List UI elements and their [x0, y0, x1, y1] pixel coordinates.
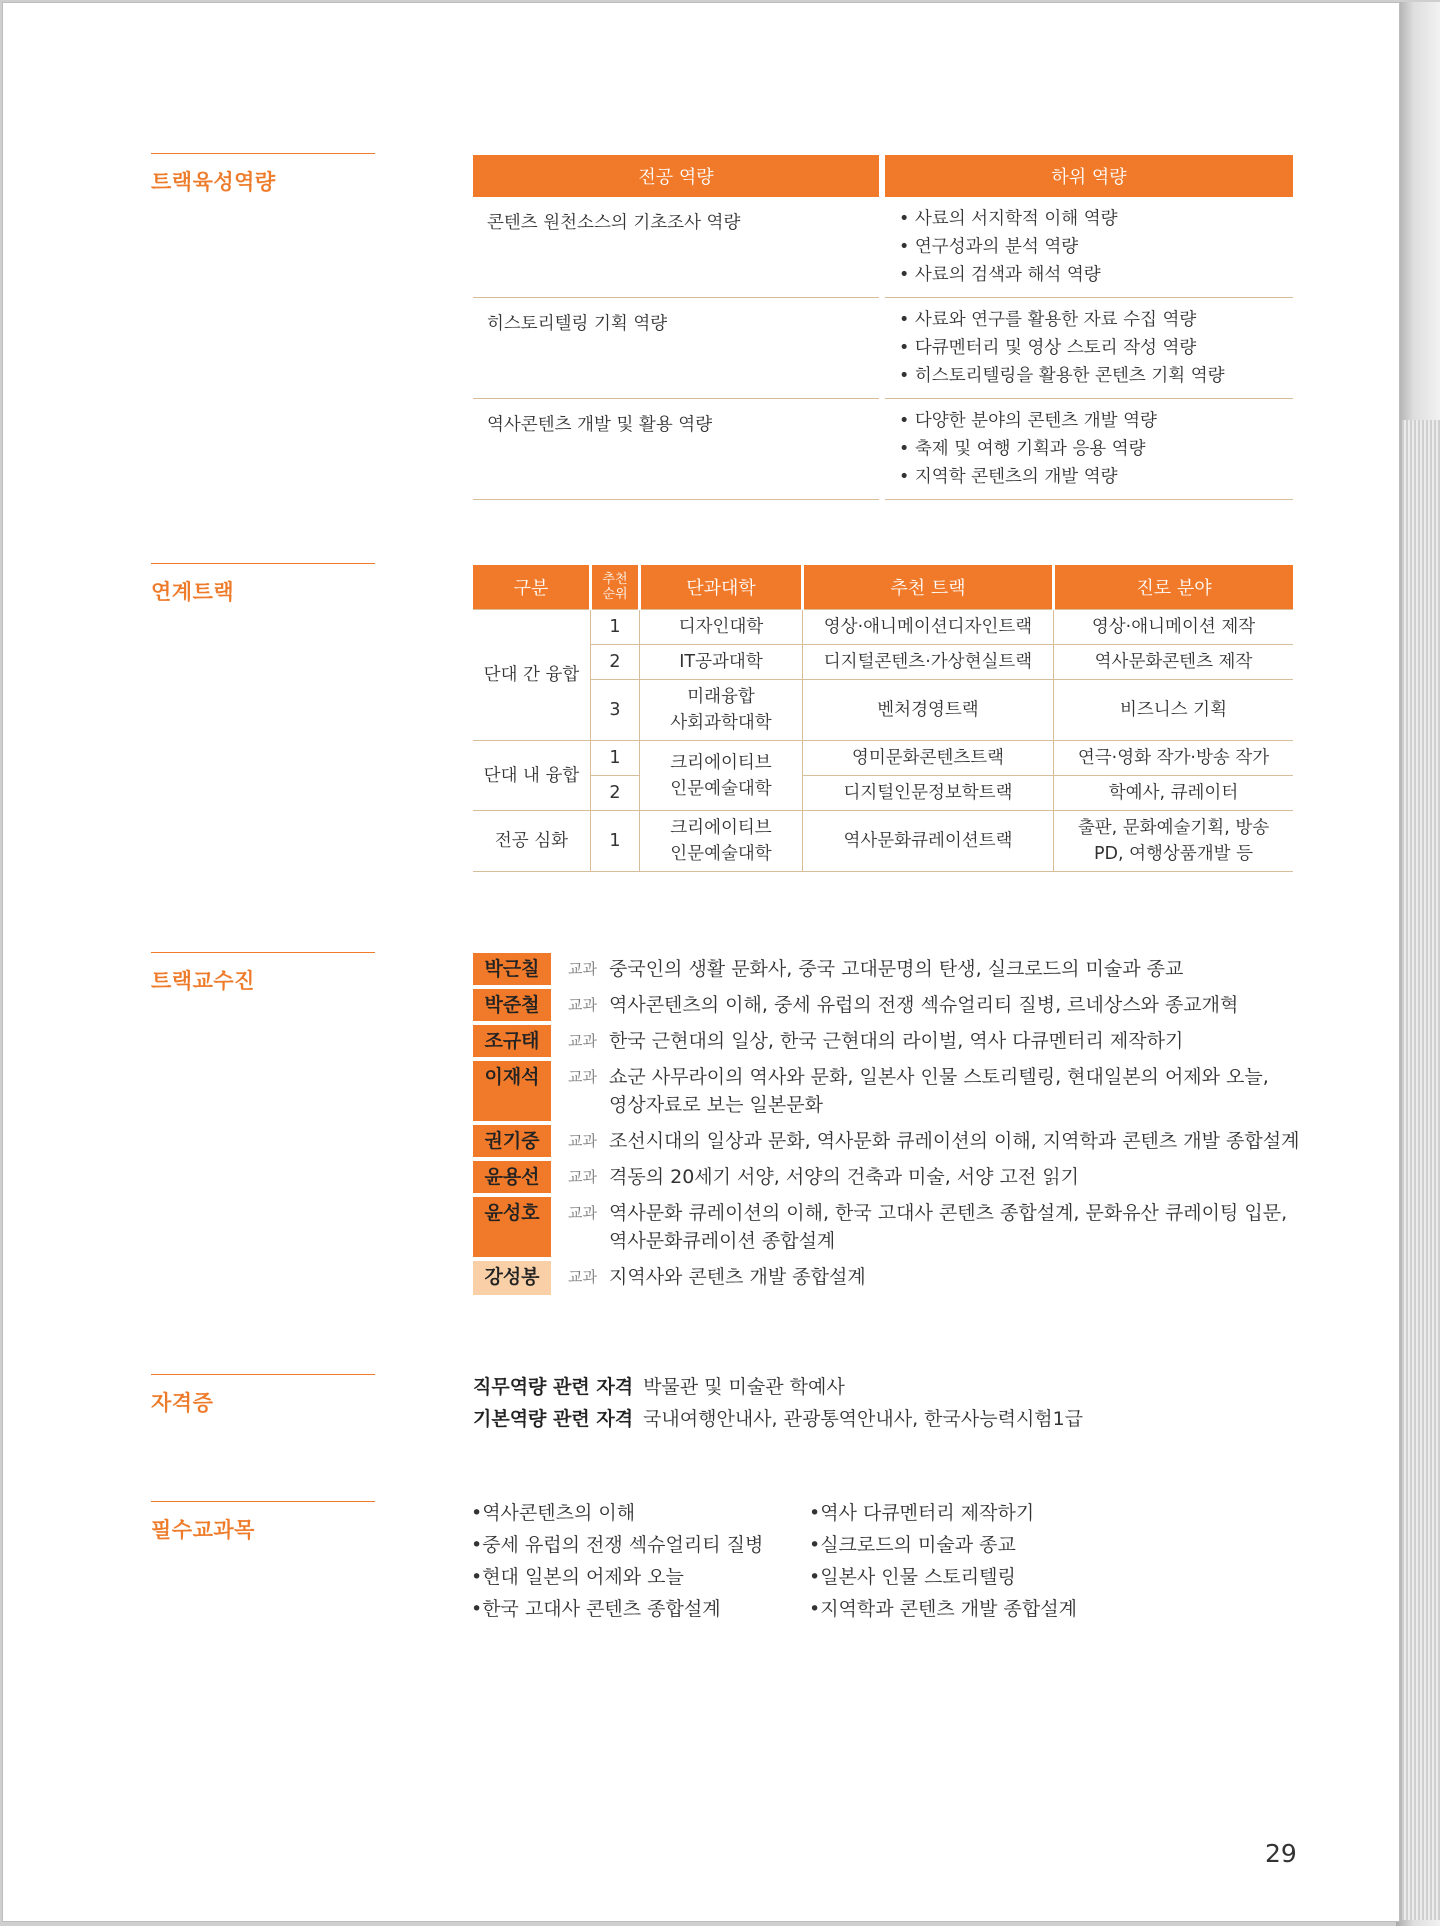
- rank-cell: 3: [591, 680, 640, 741]
- college-line: 사회과학대학: [670, 713, 772, 733]
- career-line: PD, 여행상품개발 등: [1093, 844, 1254, 864]
- header-sub-competency: 하위 역량: [885, 155, 1293, 197]
- professor-courses: 조선시대의 일상과 문화, 역사문화 큐레이션의 이해, 지역학과 콘텐츠 개발 종합설계: [609, 1130, 1300, 1152]
- college-cell: [640, 741, 803, 811]
- professor-name: 박근칠: [473, 953, 551, 985]
- page-number: 29: [1265, 1839, 1297, 1868]
- competency-row: [473, 399, 1293, 500]
- college-cell: IT공과대학: [640, 645, 803, 680]
- certificate-row: [473, 1371, 1083, 1403]
- track-row: [473, 776, 1293, 811]
- career-cell: 비즈니스 기획: [1054, 680, 1294, 741]
- rank-cell: 2: [591, 776, 640, 811]
- professor-name: 조규태: [473, 1025, 551, 1057]
- section-title-required-courses: 필수교과목: [151, 1501, 375, 1544]
- header-college: 단과대학: [640, 565, 803, 610]
- competency-table: [473, 155, 1293, 500]
- career-cell: 역사문화콘텐츠 제작: [1054, 645, 1294, 680]
- sub-competency-cell: [885, 298, 1293, 399]
- college-line: 크리에이티브: [670, 752, 772, 773]
- track-row: [473, 741, 1293, 776]
- professor-name: 윤성호: [473, 1197, 551, 1257]
- professor-courses: [609, 1197, 1287, 1255]
- major-competency-cell: 역사콘텐츠 개발 및 활용 역량: [473, 399, 879, 500]
- professor-name: 이재석: [473, 1061, 551, 1121]
- rank-cell: 2: [591, 645, 640, 680]
- track-row: [473, 645, 1293, 680]
- required-course-item: •현대 일본의 어제와 오늘: [471, 1566, 684, 1588]
- header-rank-line2: 순위: [602, 587, 628, 602]
- course-line: 역사문화 큐레이션의 이해, 한국 고대사 콘텐츠 종합설계, 문화유산 큐레이팅 입문,: [609, 1202, 1288, 1224]
- college-cell: [640, 811, 803, 872]
- faculty-item: [473, 1161, 1313, 1193]
- course-tag: 교과: [568, 1204, 597, 1222]
- rank-cell: 1: [591, 610, 640, 645]
- faculty-item: [473, 1061, 1313, 1121]
- certificate-value: 국내여행안내사, 관광통역안내사, 한국사능력시험1급: [643, 1408, 1084, 1430]
- sub-competency-item: • 연구성과의 분석 역량: [899, 233, 1279, 261]
- career-cell: 영상·애니메이션 제작: [1054, 610, 1294, 645]
- competency-row: [473, 298, 1293, 399]
- required-course-item: •한국 고대사 콘텐츠 종합설계: [471, 1598, 721, 1620]
- professor-courses: [609, 1061, 1269, 1119]
- track-cell: 역사문화큐레이션트랙: [803, 811, 1054, 872]
- college-cell: 디자인대학: [640, 610, 803, 645]
- header-rank: [591, 565, 640, 610]
- course-tag: 교과: [568, 1132, 597, 1150]
- college-line: 크리에이티브: [670, 818, 772, 838]
- course-tag: 교과: [568, 1268, 597, 1286]
- required-course-item: •실크로드의 미술과 종교: [809, 1534, 1016, 1556]
- required-course-item: •역사 다큐멘터리 제작하기: [809, 1502, 1035, 1524]
- course-tag: 교과: [568, 1032, 597, 1050]
- competency-row: [473, 197, 1293, 298]
- section-title-linked-track: 연계트랙: [151, 563, 375, 606]
- group-cell: 전공 심화: [473, 811, 591, 872]
- sub-competency-item: • 축제 및 여행 기획과 응용 역량: [899, 435, 1279, 463]
- sub-competency-cell: [885, 399, 1293, 500]
- professor-courses: 중국인의 생활 문화사, 중국 고대문명의 탄생, 실크로드의 미술과 종교: [609, 958, 1184, 980]
- career-cell: [1054, 811, 1294, 872]
- career-line: 출판, 문화예술기획, 방송: [1077, 818, 1270, 838]
- sub-competency-item: • 사료의 검색과 해석 역량: [899, 261, 1279, 289]
- certificate-list: [473, 1371, 1083, 1435]
- group-cell: 단대 간 융합: [473, 610, 591, 741]
- faculty-item: [473, 1025, 1313, 1057]
- faculty-item: [473, 1261, 1313, 1295]
- sub-competency-item: • 사료와 연구를 활용한 자료 수집 역량: [899, 306, 1279, 334]
- college-cell: [640, 680, 803, 741]
- course-line: 쇼군 사무라이의 역사와 문화, 일본사 인물 스토리텔링, 현대일본의 어제와 오늘,: [609, 1066, 1269, 1088]
- header-recommended-track: 추천 트랙: [803, 565, 1054, 610]
- required-course-item: •지역학과 콘텐츠 개발 종합설계: [809, 1598, 1077, 1620]
- document-page: [2, 2, 1400, 1922]
- section-title-certificate: 자격증: [151, 1374, 375, 1417]
- professor-name: 권기중: [473, 1125, 551, 1157]
- required-course-item: •역사콘텐츠의 이해: [471, 1502, 636, 1524]
- required-course-list: [471, 1497, 1109, 1625]
- sub-competency-cell: [885, 197, 1293, 298]
- professor-courses: 역사콘텐츠의 이해, 중세 유럽의 전쟁 섹슈얼리티 질병, 르네상스와 종교개혁: [609, 994, 1239, 1016]
- track-cell: 디지털인문정보학트랙: [803, 776, 1054, 811]
- sub-competency-item: • 다큐멘터리 및 영상 스토리 작성 역량: [899, 334, 1279, 362]
- track-row: [473, 811, 1293, 872]
- professor-name: 박준철: [473, 989, 551, 1021]
- certificate-label: 기본역량 관련 자격: [473, 1408, 634, 1430]
- track-cell: 디지털콘텐츠·가상현실트랙: [803, 645, 1054, 680]
- faculty-item: [473, 1125, 1313, 1157]
- sub-competency-item: • 지역학 콘텐츠의 개발 역량: [899, 463, 1279, 491]
- career-cell: 학예사, 큐레이터: [1054, 776, 1294, 811]
- faculty-item: [473, 953, 1313, 985]
- faculty-list: [473, 953, 1313, 1299]
- section-title-faculty: 트랙교수진: [151, 952, 375, 995]
- track-row: [473, 680, 1293, 741]
- college-line: 인문예술대학: [670, 778, 772, 799]
- rank-cell: 1: [591, 811, 640, 872]
- sub-competency-item: • 사료의 서지학적 이해 역량: [899, 205, 1279, 233]
- professor-courses: 한국 근현대의 일상, 한국 근현대의 라이벌, 역사 다큐멘터리 제작하기: [609, 1030, 1184, 1052]
- track-header-row: [473, 565, 1293, 610]
- certificate-value: 박물관 및 미술관 학예사: [643, 1376, 845, 1398]
- faculty-item: [473, 1197, 1313, 1257]
- professor-courses: 격동의 20세기 서양, 서양의 건축과 미술, 서양 고전 읽기: [609, 1166, 1080, 1188]
- track-cell: 영미문화콘텐츠트랙: [803, 741, 1054, 776]
- course-tag: 교과: [568, 1068, 597, 1086]
- professor-name: 강성봉: [473, 1261, 551, 1295]
- course-line: 영상자료로 보는 일본문화: [609, 1094, 823, 1116]
- required-course-item: •일본사 인물 스토리텔링: [809, 1566, 1016, 1588]
- faculty-item: [473, 989, 1313, 1021]
- major-competency-cell: 콘텐츠 원천소스의 기초조사 역량: [473, 197, 879, 298]
- certificate-label: 직무역량 관련 자격: [473, 1376, 634, 1398]
- professor-name: 윤용선: [473, 1161, 551, 1193]
- header-career-field: 진로 분야: [1054, 565, 1294, 610]
- sub-competency-item: • 히스토리텔링을 활용한 콘텐츠 기획 역량: [899, 362, 1279, 390]
- header-type: 구분: [473, 565, 591, 610]
- section-title-competency: 트랙육성역량: [151, 153, 375, 196]
- competency-header-row: [473, 155, 1293, 197]
- professor-courses: 지역사와 콘텐츠 개발 종합설계: [609, 1266, 866, 1288]
- sub-competency-item: • 다양한 분야의 콘텐츠 개발 역량: [899, 407, 1279, 435]
- college-line: 미래융합: [687, 687, 755, 707]
- header-major-competency: 전공 역량: [473, 155, 879, 197]
- group-cell: 단대 내 융합: [473, 741, 591, 811]
- linked-track-table: [473, 565, 1293, 872]
- course-line: 역사문화큐레이션 종합설계: [609, 1230, 836, 1252]
- track-cell: 영상·애니메이션디자인트랙: [803, 610, 1054, 645]
- career-cell: 연극·영화 작가·방송 작가: [1054, 741, 1294, 776]
- course-tag: 교과: [568, 996, 597, 1014]
- college-line: 인문예술대학: [670, 844, 772, 864]
- rank-cell: 1: [591, 741, 640, 776]
- certificate-row: [473, 1403, 1083, 1435]
- required-course-item: •중세 유럽의 전쟁 섹슈얼리티 질병: [471, 1534, 764, 1556]
- major-competency-cell: 히스토리텔링 기획 역량: [473, 298, 879, 399]
- track-row: [473, 610, 1293, 645]
- page-stack-edge: [1402, 420, 1440, 1920]
- header-rank-line1: 추천: [602, 572, 628, 587]
- course-tag: 교과: [568, 960, 597, 978]
- course-tag: 교과: [568, 1168, 597, 1186]
- track-cell: 벤처경영트랙: [803, 680, 1054, 741]
